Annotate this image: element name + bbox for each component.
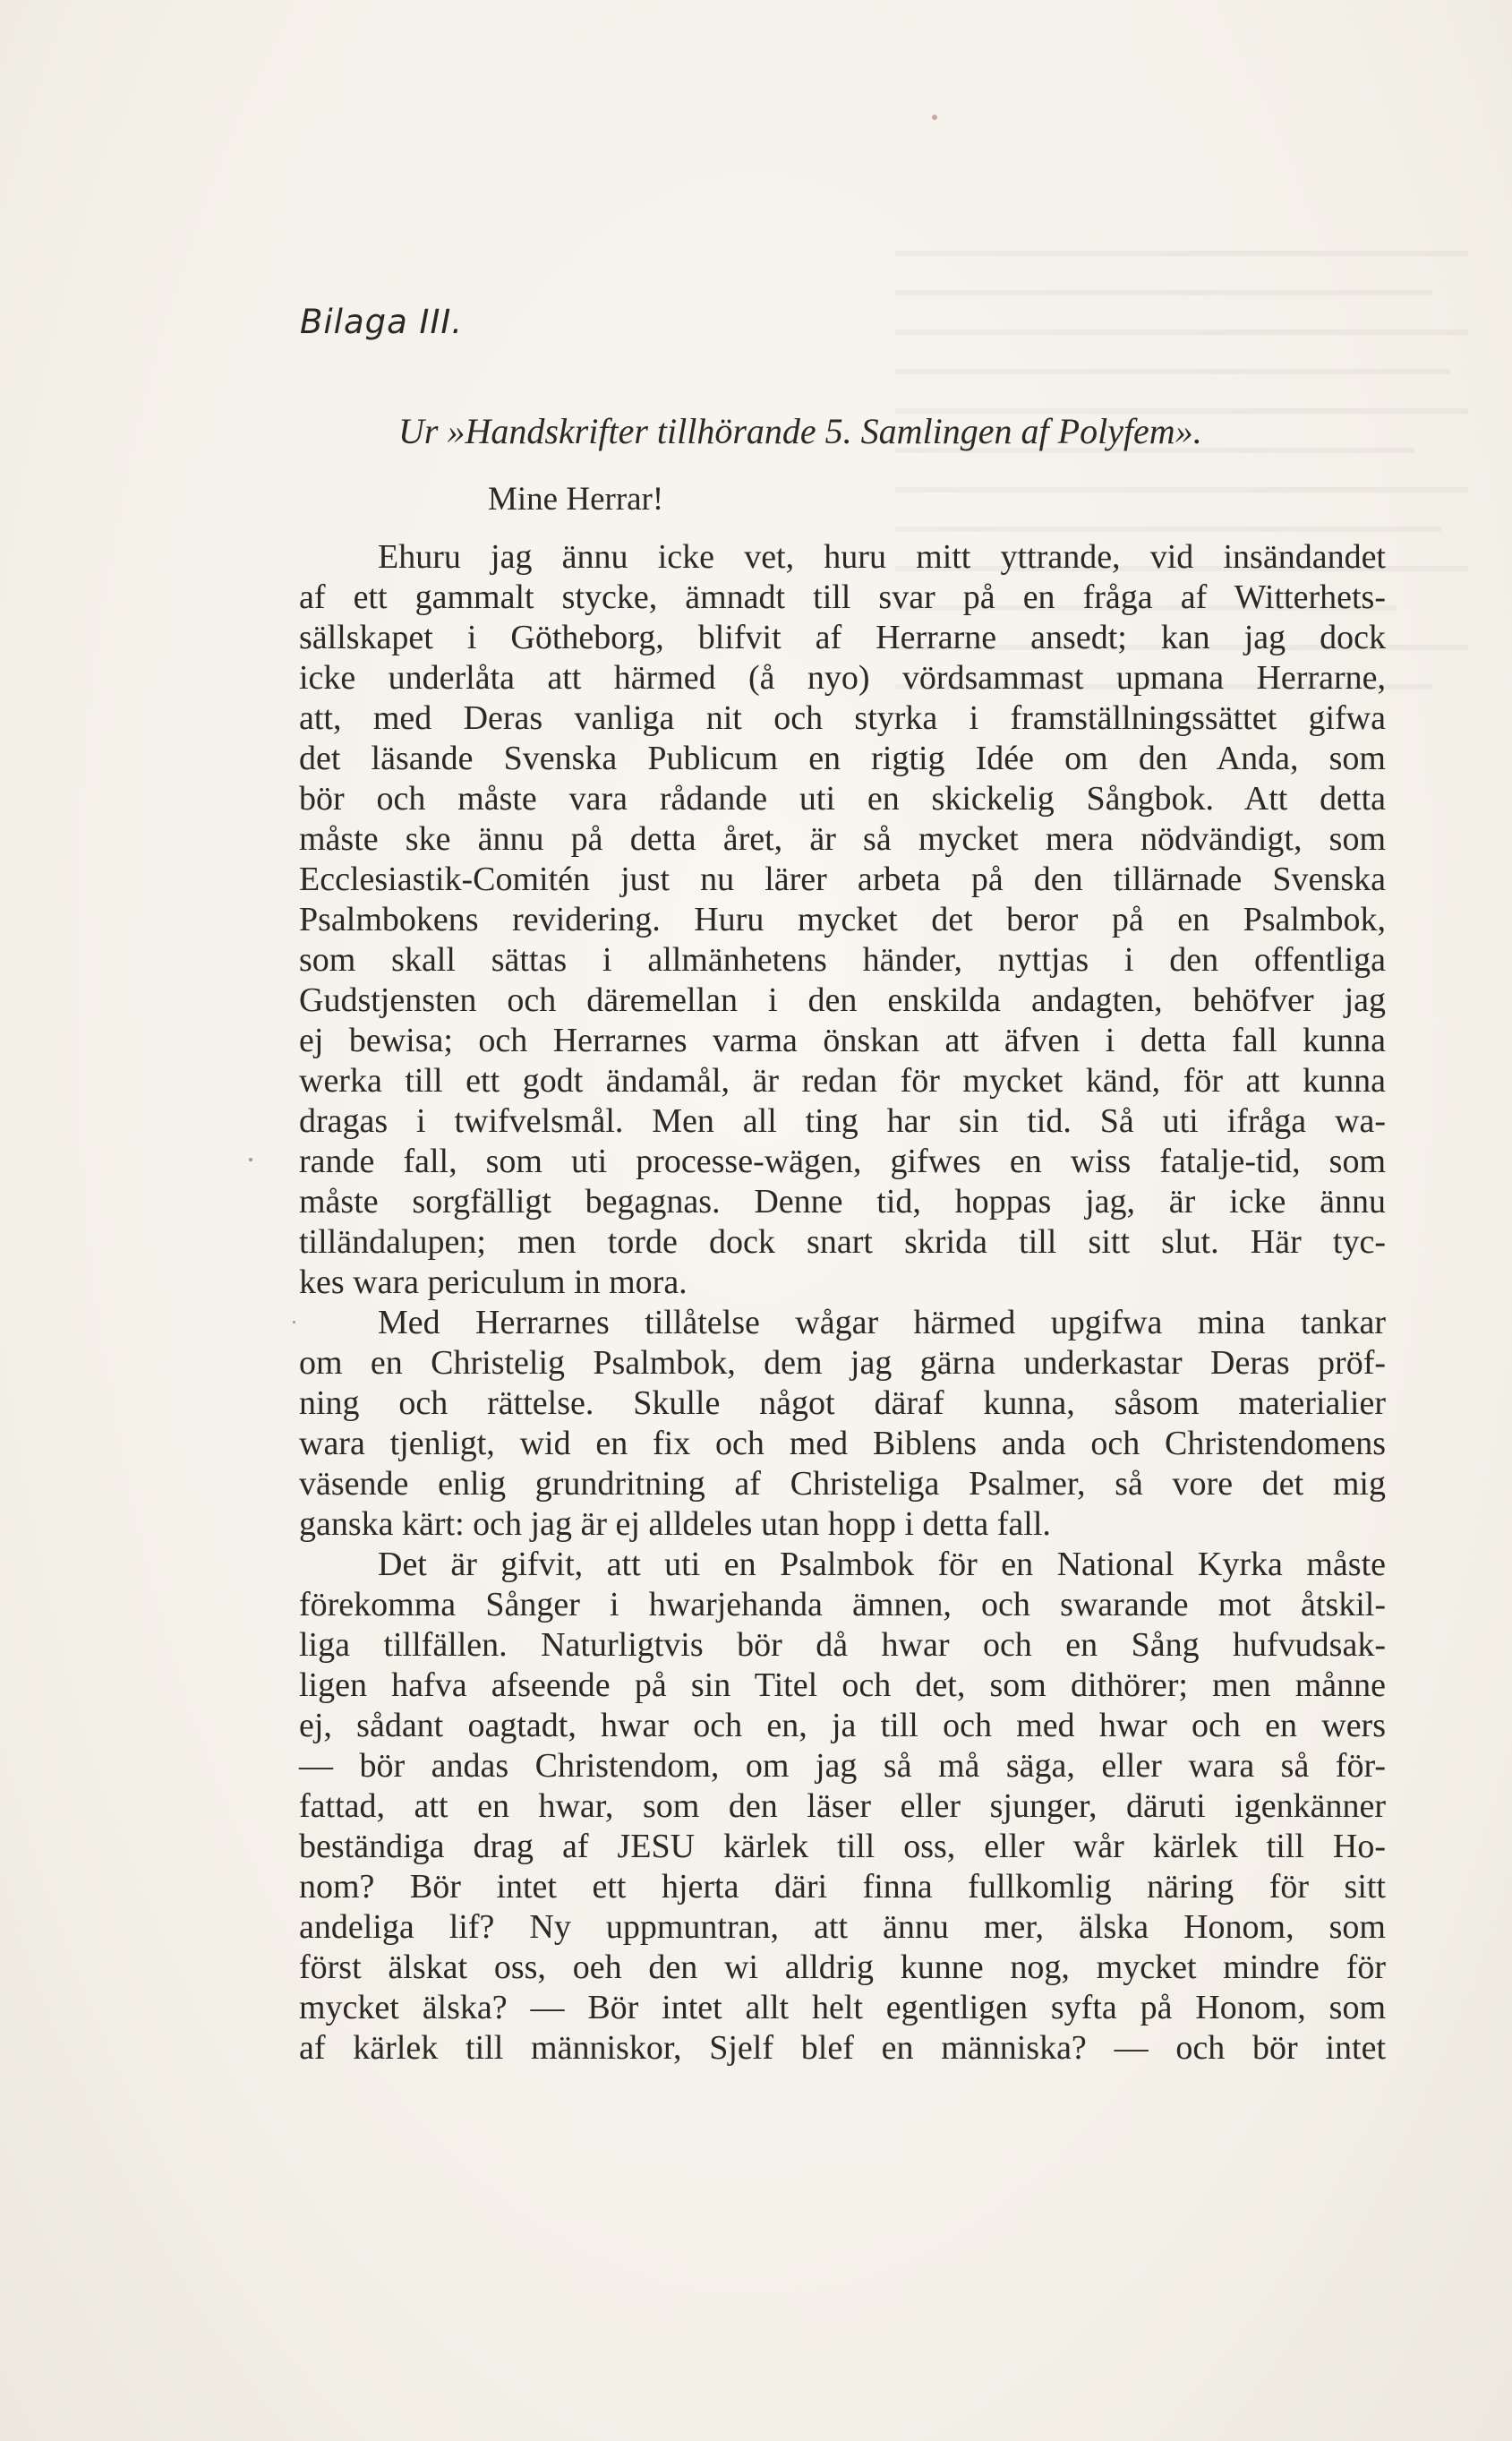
text-line: beständiga drag af JESU kärlek till oss, eller wår kärlek till Ho- bbox=[299, 1828, 1386, 1865]
paper-speck bbox=[249, 1158, 252, 1161]
text-line: förekomma Sånger i hwarjehanda ämnen, och swarande mot åtskil- bbox=[299, 1586, 1386, 1623]
text-line: Psalmbokens revidering. Huru mycket det beror på en Psalmbok, bbox=[299, 901, 1386, 938]
text-line: Gudstjensten och däremellan i den enskilda andagten, behöfver jag bbox=[299, 981, 1386, 1019]
text-line: om en Christelig Psalmbok, dem jag gärna underkastar Deras pröf- bbox=[299, 1344, 1386, 1382]
text-line: kes wara periculum in mora. bbox=[299, 1263, 688, 1301]
text-line: liga tillfällen. Naturligtvis bör då hwar och en Sång hufvudsak- bbox=[299, 1626, 1386, 1664]
text-line: rande fall, som uti processe-wägen, gifwes en wiss fatalje-tid, som bbox=[299, 1143, 1386, 1180]
paper-speck bbox=[932, 115, 937, 120]
text-line: det läsande Svenska Publicum en rigtig Idée om den Anda, som bbox=[299, 740, 1386, 777]
text-line: nom? Bör intet ett hjerta däri finna fullkomlig näring för sitt bbox=[299, 1868, 1386, 1906]
text-line: att, med Deras vanliga nit och styrka i framställningssättet gifwa bbox=[299, 699, 1386, 737]
text-line: som skall sättas i allmänhetens händer, nyttjas i den offentliga bbox=[299, 941, 1386, 979]
text-line: måste sorgfälligt begagnas. Denne tid, hoppas jag, är icke ännu bbox=[299, 1183, 1386, 1220]
text-line: ej, sådant oagtadt, hwar och en, ja till och med hwar och en wers bbox=[299, 1707, 1386, 1744]
text-line: måste ske ännu på detta året, är så mycket mera nödvändigt, som bbox=[299, 820, 1386, 858]
paper-speck bbox=[293, 1321, 295, 1323]
text-line: Ehuru jag ännu icke vet, huru mitt yttrande, vid insändandet bbox=[378, 538, 1386, 576]
text-line: väsende enlig grundritning af Christeliga Psalmer, så vore det mig bbox=[299, 1465, 1386, 1503]
appendix-heading: Bilaga III. bbox=[300, 303, 464, 341]
text-line: — bör andas Christendom, om jag så må säga, eller wara så för- bbox=[299, 1747, 1386, 1785]
text-line: Ecclesiastik-Comitén just nu lärer arbeta på den tillärnade Svenska bbox=[299, 861, 1386, 898]
text-line: fattad, att en hwar, som den läser eller sjunger, däruti igenkänner bbox=[299, 1787, 1386, 1825]
text-line: ligen hafva afseende på sin Titel och det, som dithörer; men månne bbox=[299, 1666, 1386, 1704]
text-line: wara tjenligt, wid en fix och med Biblens anda och Christendomens bbox=[299, 1425, 1386, 1462]
text-line: sällskapet i Götheborg, blifvit af Herrarne ansedt; kan jag dock bbox=[299, 619, 1386, 656]
text-line: först älskat oss, oeh den wi alldrig kunne nog, mycket mindre för bbox=[299, 1949, 1386, 1986]
text-line: ej bewisa; och Herrarnes varma önskan att äfven i detta fall kunna bbox=[299, 1022, 1386, 1059]
text-line: ning och rättelse. Skulle något däraf kunna, såsom materialier bbox=[299, 1384, 1386, 1422]
body-text bbox=[299, 537, 1386, 2068]
text-line: dragas i twifvelsmål. Men all ting har sin tid. Så uti ifråga wa- bbox=[299, 1102, 1386, 1140]
text-line: andeliga lif? Ny uppmuntran, att ännu mer, älska Honom, som bbox=[299, 1908, 1386, 1946]
salutation: Mine Herrar! bbox=[488, 481, 664, 518]
text-line: af ett gammalt stycke, ämnadt till svar på en fråga af Witterhets- bbox=[299, 578, 1386, 616]
text-line: werka till ett godt ändamål, är redan för mycket känd, för att kunna bbox=[299, 1062, 1386, 1100]
text-line: Med Herrarnes tillåtelse wågar härmed upgifwa mina tankar bbox=[378, 1304, 1386, 1341]
text-line: icke underlåta att härmed (å nyo) vördsammast upmana Herrarne, bbox=[299, 659, 1386, 697]
text-line: bör och måste vara rådande uti en skickelig Sångbok. Att detta bbox=[299, 780, 1386, 818]
text-line: ganska kärt: och jag är ej alldeles utan hopp i detta fall. bbox=[299, 1505, 1051, 1543]
source-line: Ur »Handskrifter tillhörande 5. Samlingen af Polyfem». bbox=[398, 411, 1202, 451]
text-line: af kärlek till människor, Sjelf blef en människa? — och bör intet bbox=[299, 2029, 1386, 2067]
text-line: Det är gifvit, att uti en Psalmbok för en National Kyrka måste bbox=[378, 1546, 1386, 1583]
text-line: mycket älska? — Bör intet allt helt egentligen syfta på Honom, som bbox=[299, 1989, 1386, 2026]
text-line: tilländalupen; men torde dock snart skrida till sitt slut. Här tyc- bbox=[299, 1223, 1386, 1261]
